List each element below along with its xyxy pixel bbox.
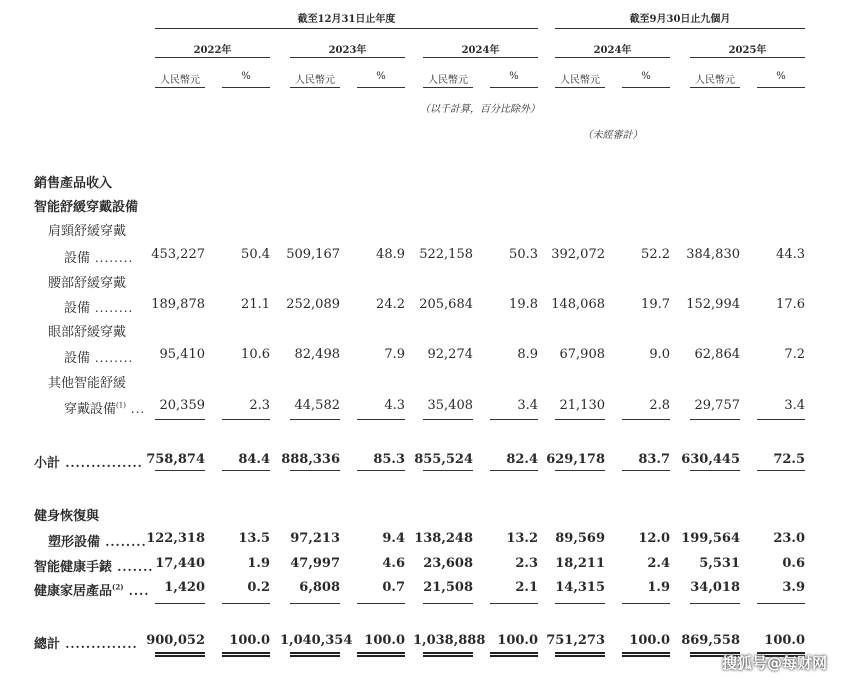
double-rule-total xyxy=(290,652,340,657)
cell-subtotal-8: 630,445 xyxy=(681,452,740,467)
cell-total-1: 100.0 xyxy=(229,633,270,648)
cell-other-7: 2.8 xyxy=(649,398,670,413)
cell-eye-2: 82,498 xyxy=(294,347,340,362)
rule-below-subtotal xyxy=(357,470,405,471)
cell-waist-0: 189,878 xyxy=(151,297,205,312)
unit-rule xyxy=(690,87,740,88)
rule-above-subtotal xyxy=(155,419,205,420)
pct-header: % xyxy=(376,71,386,82)
cell-watch-4: 23,608 xyxy=(423,556,473,571)
rule-above-total xyxy=(490,603,538,604)
cell-home-3: 0.7 xyxy=(382,580,405,595)
unit-rule xyxy=(222,87,270,88)
rule-above-subtotal xyxy=(423,419,473,420)
cell-neck-4: 522,158 xyxy=(419,247,473,262)
cell-home-9: 3.9 xyxy=(782,580,805,595)
rule-above-total xyxy=(423,603,473,604)
rule-below-subtotal xyxy=(690,470,740,471)
cell-watch-2: 47,997 xyxy=(290,556,340,571)
unit-header: 人民幣元 xyxy=(560,75,600,86)
double-rule-total xyxy=(490,652,538,657)
unit-rule xyxy=(155,87,205,88)
cell-subtotal-0: 758,874 xyxy=(146,452,205,467)
year-rule xyxy=(423,57,538,58)
cell-other-1: 2.3 xyxy=(249,398,270,413)
pct-header: % xyxy=(641,71,651,82)
year-header-2023: 2023年 xyxy=(328,45,367,56)
double-rule-total xyxy=(555,652,605,657)
cell-other-3: 4.3 xyxy=(384,398,405,413)
rule-above-total xyxy=(222,603,270,604)
cell-total-8: 869,558 xyxy=(681,633,740,648)
rule-above-total xyxy=(155,603,205,604)
header-group-nine-months: 截至9月30日止九個月 xyxy=(629,14,731,25)
cell-total-6: 751,273 xyxy=(546,633,605,648)
double-rule-total xyxy=(222,652,270,657)
pct-header: % xyxy=(776,71,786,82)
row-label-other-line1: 其他智能舒緩 xyxy=(48,376,127,391)
rule-above-total xyxy=(622,603,670,604)
rule-above-total xyxy=(690,603,740,604)
cell-waist-8: 152,994 xyxy=(686,297,740,312)
cell-waist-3: 24.2 xyxy=(376,297,405,312)
unit-header: 人民幣元 xyxy=(428,75,468,86)
cell-neck-5: 50.3 xyxy=(509,247,538,262)
rule-above-subtotal xyxy=(222,419,270,420)
cell-eye-3: 7.9 xyxy=(384,347,405,362)
cell-watch-5: 2.3 xyxy=(515,556,538,571)
watermark: 搜狐号@每财网 xyxy=(722,654,828,672)
cell-watch-1: 1.9 xyxy=(247,556,270,571)
year-rule xyxy=(555,57,670,58)
cell-watch-7: 2.4 xyxy=(647,556,670,571)
cell-waist-4: 205,684 xyxy=(419,297,473,312)
year-header-2022: 2022年 xyxy=(193,45,232,56)
rule-above-subtotal xyxy=(757,419,805,420)
cell-eye-7: 9.0 xyxy=(649,347,670,362)
year-rule xyxy=(690,57,805,58)
pct-header: % xyxy=(509,71,519,82)
cell-fitness-6: 89,569 xyxy=(555,531,605,546)
unit-rule xyxy=(757,87,805,88)
header-group-year-rule xyxy=(155,28,538,29)
rule-above-subtotal xyxy=(357,419,405,420)
cell-eye-8: 62,864 xyxy=(694,347,740,362)
rule-below-subtotal xyxy=(490,470,538,471)
header-group-year: 截至12月31日止年度 xyxy=(297,14,396,25)
cell-neck-6: 392,072 xyxy=(551,247,605,262)
cell-subtotal-3: 85.3 xyxy=(373,452,405,467)
cell-fitness-3: 9.4 xyxy=(382,531,405,546)
cell-subtotal-4: 855,524 xyxy=(414,452,473,467)
cell-subtotal-5: 82.4 xyxy=(506,452,538,467)
unit-rule xyxy=(555,87,605,88)
cell-home-0: 1,420 xyxy=(164,580,205,595)
section-sales-revenue: 銷售產品收入 xyxy=(34,176,113,191)
note-unaudited: （未經審計） xyxy=(582,130,643,141)
cell-home-8: 34,018 xyxy=(690,580,740,595)
cell-other-0: 20,359 xyxy=(159,398,205,413)
rule-above-subtotal xyxy=(290,419,340,420)
row-label-total: 總計 .............. xyxy=(34,637,138,652)
cell-waist-2: 252,089 xyxy=(286,297,340,312)
row-label-home: 健康家居產品$^{(2)}$ .... xyxy=(34,582,150,599)
double-rule-total xyxy=(423,652,473,657)
cell-fitness-8: 199,564 xyxy=(681,531,740,546)
pct-header: % xyxy=(241,71,251,82)
cell-total-0: 900,052 xyxy=(146,633,205,648)
row-label-fitness-line2: 塑形設備 ........ xyxy=(48,535,147,550)
cell-home-7: 1.9 xyxy=(647,580,670,595)
cell-home-1: 0.2 xyxy=(247,580,270,595)
year-rule xyxy=(290,57,405,58)
cell-watch-9: 0.6 xyxy=(782,556,805,571)
cell-eye-5: 8.9 xyxy=(517,347,538,362)
cell-fitness-7: 12.0 xyxy=(638,531,670,546)
cell-subtotal-2: 888,336 xyxy=(281,452,340,467)
rule-below-subtotal xyxy=(222,470,270,471)
cell-neck-7: 52.2 xyxy=(641,247,670,262)
cell-neck-0: 453,227 xyxy=(151,247,205,262)
unit-rule xyxy=(357,87,405,88)
cell-eye-6: 67,908 xyxy=(559,347,605,362)
cell-neck-2: 509,167 xyxy=(286,247,340,262)
cell-eye-1: 10.6 xyxy=(241,347,270,362)
unit-rule xyxy=(290,87,340,88)
year-rule xyxy=(155,57,270,58)
cell-waist-5: 19.8 xyxy=(509,297,538,312)
unit-header: 人民幣元 xyxy=(695,75,735,86)
row-label-other-line2: 穿戴設備$^{(1)}$ ... xyxy=(64,401,146,417)
rule-above-total xyxy=(555,603,605,604)
cell-subtotal-9: 72.5 xyxy=(773,452,805,467)
rule-below-subtotal xyxy=(155,470,205,471)
cell-watch-6: 18,211 xyxy=(555,556,605,571)
cell-total-3: 100.0 xyxy=(364,633,405,648)
cell-other-4: 35,408 xyxy=(427,398,473,413)
row-label-fitness-line1: 健身恢復與 xyxy=(34,509,100,524)
cell-other-9: 3.4 xyxy=(784,398,805,413)
unit-rule xyxy=(423,87,473,88)
rule-below-subtotal xyxy=(290,470,340,471)
cell-fitness-9: 23.0 xyxy=(773,531,805,546)
cell-other-8: 29,757 xyxy=(694,398,740,413)
cell-waist-7: 19.7 xyxy=(641,297,670,312)
row-label-eye-line2: 設備 ........ xyxy=(64,351,134,366)
unit-rule xyxy=(622,87,670,88)
cell-watch-8: 5,531 xyxy=(699,556,740,571)
header-group-nine-months-rule xyxy=(555,28,805,29)
row-label-waist-line1: 腰部舒緩穿戴 xyxy=(48,276,127,291)
cell-neck-1: 50.4 xyxy=(241,247,270,262)
unit-rule xyxy=(490,87,538,88)
rule-above-subtotal xyxy=(490,419,538,420)
cell-subtotal-7: 83.7 xyxy=(638,452,670,467)
cell-home-5: 2.1 xyxy=(515,580,538,595)
cell-home-4: 21,508 xyxy=(423,580,473,595)
unit-header: 人民幣元 xyxy=(295,75,335,86)
row-label-waist-line2: 設備 ........ xyxy=(64,301,134,316)
rule-above-subtotal xyxy=(555,419,605,420)
rule-below-subtotal xyxy=(423,470,473,471)
cell-home-2: 6,808 xyxy=(299,580,340,595)
rule-below-subtotal xyxy=(555,470,605,471)
cell-total-5: 100.0 xyxy=(497,633,538,648)
cell-eye-9: 7.2 xyxy=(784,347,805,362)
double-rule-total xyxy=(155,652,205,657)
cell-fitness-0: 122,318 xyxy=(146,531,205,546)
row-label-subtotal: 小計 ............... xyxy=(34,456,143,471)
cell-eye-0: 95,410 xyxy=(159,347,205,362)
cell-total-7: 100.0 xyxy=(629,633,670,648)
row-label-neck-line2: 設備 ........ xyxy=(64,251,134,266)
cell-neck-3: 48.9 xyxy=(376,247,405,262)
row-label-neck-line1: 肩頸舒緩穿戴 xyxy=(48,224,127,239)
double-rule-total xyxy=(622,652,670,657)
cell-subtotal-1: 84.4 xyxy=(238,452,270,467)
cell-total-2: 1,040,354 xyxy=(280,633,353,648)
rule-above-total xyxy=(757,603,805,604)
section-smart-wearables: 智能舒緩穿戴設備 xyxy=(34,200,139,215)
row-label-watch: 智能健康手錶 ....... xyxy=(34,560,154,575)
cell-waist-1: 21.1 xyxy=(241,297,270,312)
cell-total-4: 1,038,888 xyxy=(413,633,486,648)
year-header-2024: 2024年 xyxy=(461,45,500,56)
rule-above-total xyxy=(290,603,340,604)
cell-subtotal-6: 629,178 xyxy=(546,452,605,467)
row-label-eye-line1: 眼部舒緩穿戴 xyxy=(48,325,127,340)
rule-below-subtotal xyxy=(757,470,805,471)
cell-fitness-5: 13.2 xyxy=(506,531,538,546)
cell-other-6: 21,130 xyxy=(559,398,605,413)
cell-home-6: 14,315 xyxy=(555,580,605,595)
year-header-2024-nine: 2024年 xyxy=(593,45,632,56)
rule-above-total xyxy=(357,603,405,604)
cell-fitness-1: 13.5 xyxy=(238,531,270,546)
cell-eye-4: 92,274 xyxy=(427,347,473,362)
cell-total-9: 100.0 xyxy=(764,633,805,648)
rule-above-subtotal xyxy=(622,419,670,420)
cell-fitness-4: 138,248 xyxy=(414,531,473,546)
cell-fitness-2: 97,213 xyxy=(290,531,340,546)
cell-other-5: 3.4 xyxy=(517,398,538,413)
cell-watch-0: 17,440 xyxy=(155,556,205,571)
cell-waist-9: 17.6 xyxy=(776,297,805,312)
unit-header: 人民幣元 xyxy=(160,75,200,86)
cell-neck-8: 384,830 xyxy=(686,247,740,262)
double-rule-total xyxy=(357,652,405,657)
note-thousands: （以千計算，百分比除外） xyxy=(420,104,540,115)
rule-above-subtotal xyxy=(690,419,740,420)
cell-waist-6: 148,068 xyxy=(551,297,605,312)
cell-watch-3: 4.6 xyxy=(382,556,405,571)
cell-neck-9: 44.3 xyxy=(776,247,805,262)
cell-other-2: 44,582 xyxy=(294,398,340,413)
rule-below-subtotal xyxy=(622,470,670,471)
year-header-2025: 2025年 xyxy=(728,45,767,56)
